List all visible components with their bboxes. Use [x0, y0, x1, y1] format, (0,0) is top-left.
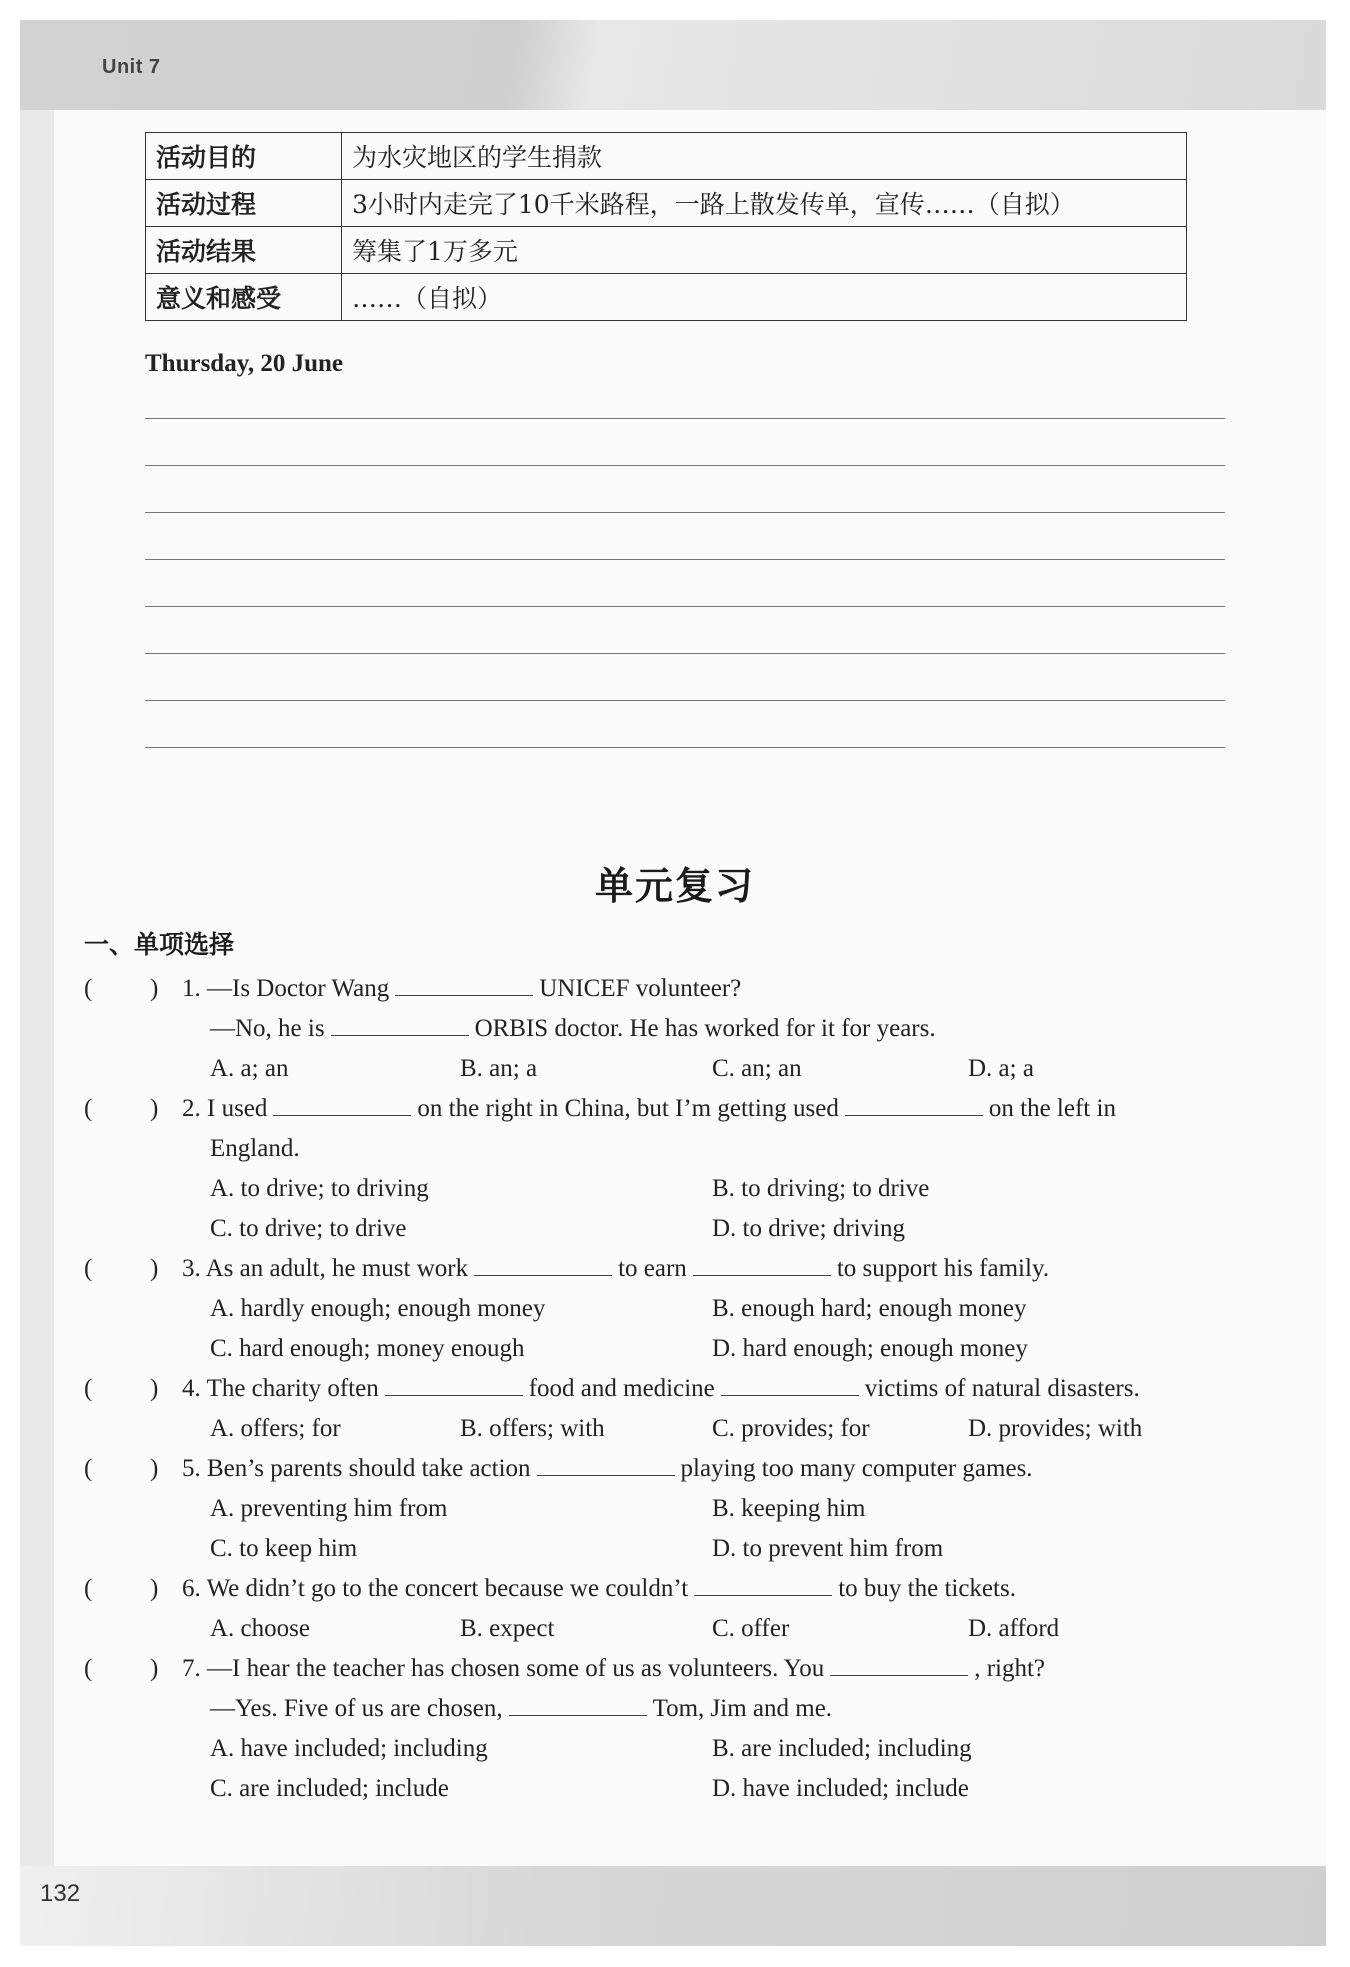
stem-text: I used	[207, 1095, 268, 1122]
stem-text: —Yes. Five of us are chosen,	[210, 1695, 503, 1722]
writing-line[interactable]	[145, 419, 1225, 466]
answer-paren-close: )	[150, 1455, 159, 1482]
option-d[interactable]: D. afford	[968, 1615, 1060, 1642]
stem-text: ORBIS doctor. He has worked for it for years.	[474, 1015, 936, 1042]
question-number: 4.	[182, 1375, 201, 1402]
left-margin-strip	[20, 110, 54, 1866]
stem-text: We didn’t go to the concert because we couldn’t	[206, 1575, 689, 1602]
stem-text: Tom, Jim and me.	[652, 1695, 833, 1722]
table-value: 为水灾地区的学生捐款	[342, 133, 1187, 180]
stem-text: —I hear the teacher has chosen some of us as volunteers. You	[207, 1655, 825, 1682]
question-number: 6.	[182, 1575, 201, 1602]
unit-label: Unit 7	[102, 56, 161, 78]
answer-blank[interactable]	[537, 1455, 675, 1476]
option-b[interactable]: B. offers; with	[460, 1415, 605, 1442]
option-a[interactable]: A. preventing him from	[210, 1495, 448, 1522]
answer-paren-close: )	[150, 1375, 159, 1402]
answer-paren-close: )	[150, 1095, 159, 1122]
table-value: 筹集了1万多元	[342, 227, 1187, 274]
stem-text: UNICEF volunteer?	[539, 975, 742, 1002]
option-b[interactable]: B. keeping him	[712, 1495, 866, 1522]
question-number: 7.	[182, 1655, 201, 1682]
option-a[interactable]: A. have included; including	[210, 1735, 488, 1762]
table-key: 活动结果	[146, 227, 342, 274]
answer-paren-open: (	[84, 1375, 93, 1402]
answer-blank[interactable]	[385, 1375, 523, 1396]
question-stem-2	[210, 1015, 936, 1043]
stem-text: —No, he is	[210, 1015, 325, 1042]
writing-line[interactable]	[145, 466, 1225, 513]
header-band	[20, 20, 1326, 110]
table-key: 活动目的	[146, 133, 342, 180]
stem-text: food and medicine	[528, 1375, 715, 1402]
stem-text: victims of natural disasters.	[864, 1375, 1140, 1402]
question-stem	[182, 1095, 1116, 1123]
answer-blank[interactable]	[273, 1095, 411, 1116]
option-d[interactable]: D. to drive; driving	[712, 1215, 906, 1242]
option-c[interactable]: C. are included; include	[210, 1775, 449, 1802]
answer-blank[interactable]	[721, 1375, 859, 1396]
answer-blank[interactable]	[331, 1015, 469, 1036]
stem-text: on the right in China, but I’m getting used	[417, 1095, 839, 1122]
writing-line[interactable]	[145, 701, 1225, 748]
option-c[interactable]: C. to keep him	[210, 1535, 358, 1562]
option-b[interactable]: B. expect	[460, 1615, 555, 1642]
question-stem	[182, 1455, 1033, 1483]
answer-paren-open: (	[84, 975, 93, 1002]
table-row	[146, 133, 1187, 180]
answer-blank[interactable]	[694, 1575, 832, 1596]
stem-text: to buy the tickets.	[838, 1575, 1016, 1602]
option-a[interactable]: A. a; an	[210, 1055, 289, 1082]
answer-paren-open: (	[84, 1575, 93, 1602]
diary-date: Thursday, 20 June	[145, 350, 343, 377]
option-d[interactable]: D. have included; include	[712, 1775, 969, 1802]
writing-line[interactable]	[145, 560, 1225, 607]
option-b[interactable]: B. an; a	[460, 1055, 538, 1082]
option-a[interactable]: A. to drive; to driving	[210, 1175, 429, 1202]
page-number: 132	[40, 1880, 81, 1907]
question-stem-2: England.	[210, 1135, 300, 1162]
option-d[interactable]: D. provides; with	[968, 1415, 1143, 1442]
option-c[interactable]: C. provides; for	[712, 1415, 870, 1442]
question-stem	[182, 1575, 1016, 1603]
option-c[interactable]: C. to drive; to drive	[210, 1215, 407, 1242]
question-stem	[182, 1375, 1140, 1403]
answer-paren-close: )	[150, 1255, 159, 1282]
footer-band	[20, 1866, 1326, 1946]
table-value: ……（自拟）	[342, 274, 1187, 321]
question-stem-2	[210, 1695, 832, 1723]
answer-paren-open: (	[84, 1655, 93, 1682]
writing-lines[interactable]	[145, 418, 1225, 748]
stem-text: to support his family.	[836, 1255, 1050, 1282]
answer-paren-close: )	[150, 1655, 159, 1682]
question-number: 5.	[182, 1455, 201, 1482]
option-d[interactable]: D. to prevent him from	[712, 1535, 944, 1562]
option-c[interactable]: C. offer	[712, 1615, 790, 1642]
stem-text: As an adult, he must work	[205, 1255, 469, 1282]
answer-blank[interactable]	[509, 1695, 647, 1716]
option-c[interactable]: C. an; an	[712, 1055, 802, 1082]
stem-text: playing too many computer games.	[680, 1455, 1033, 1482]
table-row	[146, 227, 1187, 274]
question-number: 1.	[182, 975, 201, 1002]
section-title: 单元复习	[594, 864, 755, 908]
answer-paren-open: (	[84, 1095, 93, 1122]
answer-paren-open: (	[84, 1255, 93, 1282]
question-stem	[182, 1655, 1045, 1683]
question-stem	[182, 975, 741, 1003]
answer-paren-close: )	[150, 975, 159, 1002]
answer-blank[interactable]	[845, 1095, 983, 1116]
option-a[interactable]: A. offers; for	[210, 1415, 341, 1442]
table-value: 3小时内走完了10千米路程，一路上散发传单，宣传……（自拟）	[342, 180, 1187, 227]
table-key: 活动过程	[146, 180, 342, 227]
writing-line[interactable]	[145, 607, 1225, 654]
stem-text: , right?	[974, 1655, 1046, 1682]
option-d[interactable]: D. hard enough; enough money	[712, 1335, 1028, 1362]
answer-blank[interactable]	[693, 1255, 831, 1276]
stem-text: —Is Doctor Wang	[207, 975, 390, 1002]
option-b[interactable]: B. are included; including	[712, 1735, 972, 1762]
stem-text: to earn	[618, 1255, 687, 1282]
option-a[interactable]: A. choose	[210, 1615, 310, 1642]
answer-paren-open: (	[84, 1455, 93, 1482]
subsection-title: 一、单项选择	[84, 930, 235, 959]
option-b[interactable]: B. enough hard; enough money	[712, 1295, 1027, 1322]
table-key: 意义和感受	[146, 274, 342, 321]
option-c[interactable]: C. hard enough; money enough	[210, 1335, 525, 1362]
option-b[interactable]: B. to driving; to drive	[712, 1175, 930, 1202]
question-number: 3.	[182, 1255, 201, 1282]
writing-line[interactable]	[145, 654, 1225, 701]
stem-text: The charity often	[206, 1375, 379, 1402]
stem-text: Ben’s parents should take action	[207, 1455, 531, 1482]
answer-blank[interactable]	[395, 975, 533, 996]
writing-line[interactable]	[145, 513, 1225, 560]
stem-text: on the left in	[988, 1095, 1116, 1122]
activity-table	[145, 132, 1187, 321]
answer-blank[interactable]	[474, 1255, 612, 1276]
option-d[interactable]: D. a; a	[968, 1055, 1034, 1082]
question-stem	[182, 1255, 1049, 1283]
question-number: 2.	[182, 1095, 201, 1122]
option-a[interactable]: A. hardly enough; enough money	[210, 1295, 546, 1322]
table-row	[146, 180, 1187, 227]
answer-blank[interactable]	[830, 1655, 968, 1676]
answer-paren-close: )	[150, 1575, 159, 1602]
table-row	[146, 274, 1187, 321]
